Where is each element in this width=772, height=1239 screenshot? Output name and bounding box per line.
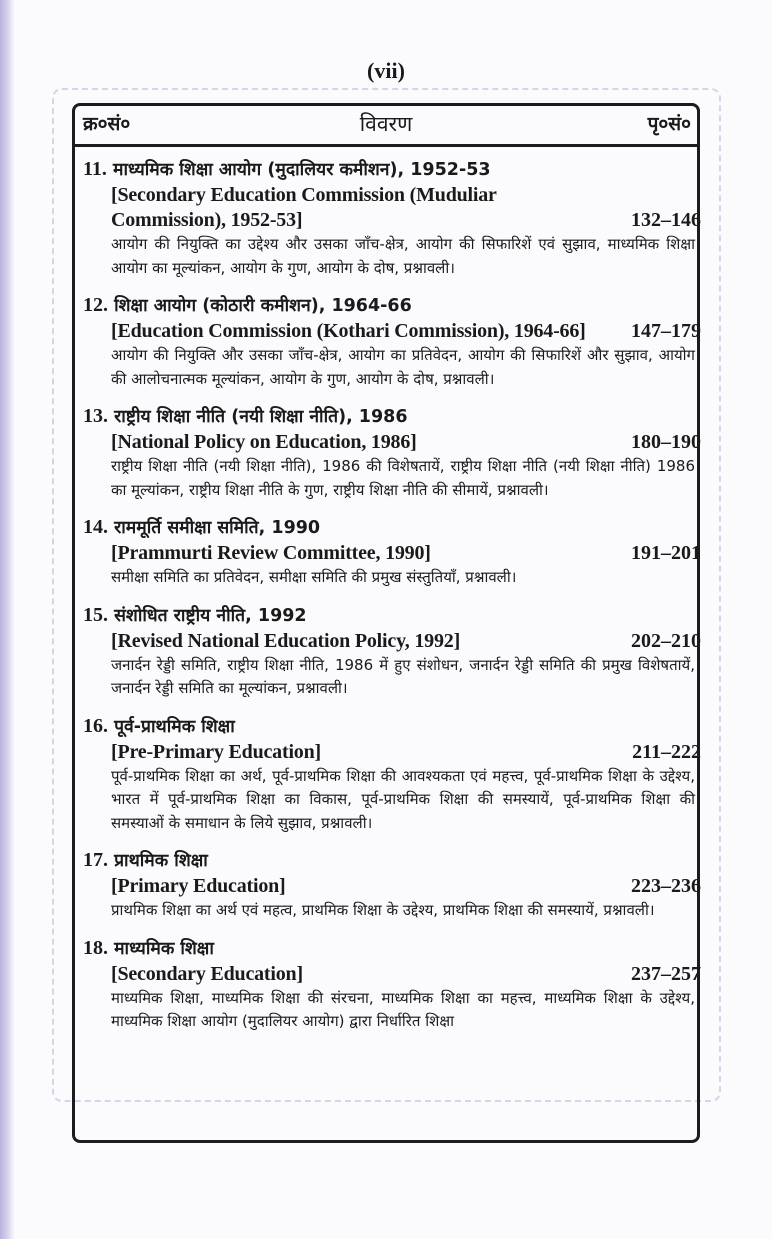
toc-entries (83, 156, 701, 1046)
entry-title-hindi: पूर्व-प्राथमिक शिक्षा (114, 716, 235, 737)
entry-english-row (83, 962, 701, 987)
entry-title (83, 514, 701, 541)
entry-page-range: 147–179 (631, 320, 701, 342)
entry-page-range: 211–222 (632, 740, 701, 763)
entry-title (83, 602, 701, 629)
page-number: (vii) (367, 58, 405, 83)
entry-english-row (83, 629, 701, 654)
entry-title-english: [Pre-Primary Education] (111, 740, 321, 763)
entry-title-hindi: माध्यमिक शिक्षा आयोग (मुदालियर कमीशन), 1952-53 (113, 160, 491, 180)
entry-title (83, 156, 701, 183)
entry-description: आयोग की नियुक्ति और उसका जाँच-क्षेत्र, आयोग का प्रतिवेदन, आयोग की सिफारिशें और सुझाव, आयोग की आलोचनात्मक मूल्यांकन, आयोग के गुण, आयोग के दोष, प्रश्नावली। (111, 346, 695, 388)
entry-description: समीक्षा समिति का प्रतिवेदन, समीक्षा समिति की प्रमुख संस्तुतियाँ, प्रश्नावली। (111, 568, 517, 586)
entry-page-range: 237–257 (631, 962, 701, 985)
entry-title (83, 292, 701, 319)
entry-number: 13. (83, 405, 108, 427)
entry-title (83, 847, 701, 874)
entry-title-english: [Education Commission (Kothari Commission), 1964-66] (111, 320, 586, 342)
entry-title-hindi: प्राथमिक शिक्षा (114, 851, 208, 871)
toc-entry (83, 847, 701, 923)
toc-entry (83, 292, 701, 391)
entry-english-row (83, 874, 701, 899)
entry-description: आयोग की नियुक्ति का उद्देश्य और उसका जाँच-क्षेत्र, आयोग की सिफारिशें एवं सुझाव, माध्यमिक शिक्षा आयोग का मूल्यांकन, आयोग के गुण, आयोग के दोष, प्रश्नावली। (111, 235, 695, 277)
entry-page-range: 132–146 (631, 209, 701, 231)
entry-number: 12. (83, 294, 108, 316)
entry-number: 17. (83, 849, 108, 871)
entry-title (83, 713, 701, 740)
entry-page-range: 191–201 (631, 542, 701, 564)
entry-title (83, 403, 701, 430)
toc-entry (83, 602, 701, 701)
table-of-contents (72, 103, 700, 1143)
entry-number: 15. (83, 603, 108, 626)
entry-title-english: [Secondary Education] (111, 962, 303, 985)
entry-title-english: [National Policy on Education, 1986] (111, 431, 417, 453)
entry-title-english: [Revised National Education Policy, 1992] (111, 629, 461, 652)
entry-title-hindi: शिक्षा आयोग (कोठारी कमीशन), 1964-66 (114, 296, 412, 316)
header-description: विवरण (359, 112, 413, 136)
entry-title-english: [Primary Education] (111, 875, 286, 897)
entry-page-range: 180–190 (631, 431, 701, 453)
entry-title-hindi: राष्ट्रीय शिक्षा नीति (नयी शिक्षा नीति), 1986 (114, 407, 408, 427)
entry-description: जनार्दन रेड्डी समिति, राष्ट्रीय शिक्षा नीति, 1986 में हुए संशोधन, जनार्दन रेड्डी समिति की प्रमुख विशेषतायें, जनार्दन रेड्डी समिति का मूल्यांकन, प्रश्नावली। (111, 655, 695, 697)
header-page-number: पृ०सं० (647, 113, 691, 135)
entry-description: राष्ट्रीय शिक्षा नीति (नयी शिक्षा नीति), 1986 की विशेषतायें, राष्ट्रीय शिक्षा नीति (नयी शिक्षा नीति) 1986 का मूल्यांकन, राष्ट्रीय शिक्षा नीति के गुण, राष्ट्रीय शिक्षा नीति की सीमायें, प्रश्नावली। (111, 457, 695, 499)
entry-description: माध्यमिक शिक्षा, माध्यमिक शिक्षा की संरचना, माध्यमिक शिक्षा का महत्त्व, माध्यमिक शिक्षा के उद्देश्य, माध्यमिक शिक्षा आयोग (मुदालियर आयोग) द्वारा निर्धारित शिक्षा (111, 988, 695, 1030)
entry-title-english: [Secondary Education Commission (Muduliar Commission), 1952-53] (111, 184, 497, 231)
entry-english-row (83, 740, 701, 765)
entry-page-range: 223–236 (631, 875, 701, 897)
entry-number: 14. (83, 516, 108, 538)
entry-title-english: [Prammurti Review Committee, 1990] (111, 542, 431, 564)
entry-number: 11. (83, 158, 107, 180)
toc-entry (83, 514, 701, 590)
toc-entry (83, 403, 701, 502)
entry-page-range: 202–210 (631, 629, 701, 652)
entry-english-row (83, 319, 701, 344)
entry-title (83, 935, 701, 962)
entry-number: 16. (83, 714, 108, 737)
entry-description: प्राथमिक शिक्षा का अर्थ एवं महत्व, प्राथमिक शिक्षा के उद्देश्य, प्राथमिक शिक्षा की समस्यायें, प्रश्नावली। (111, 901, 655, 919)
toc-entry (83, 156, 701, 280)
toc-header-row (75, 106, 697, 147)
entry-english-row (83, 430, 701, 455)
entry-english-row (83, 541, 701, 566)
page-edge-shadow (0, 0, 14, 1239)
entry-title-hindi: संशोधित राष्ट्रीय नीति, 1992 (114, 605, 307, 626)
toc-entry (83, 713, 701, 836)
header-serial-number: क्र०सं० (83, 113, 131, 135)
toc-entry (83, 935, 701, 1034)
entry-description: पूर्व-प्राथमिक शिक्षा का अर्थ, पूर्व-प्राथमिक शिक्षा की आवश्यकता एवं महत्त्व, पूर्व-प्राथमिक शिक्षा के उद्देश्य, भारत में पूर्व-प्राथमिक शिक्षा का विकास, पूर्व-प्राथमिक शिक्षा की समस्यायें, पूर्व-प्राथमिक शिक्षा की समस्याओं के समाधान के लिये सुझाव, प्रश्नावली। (111, 766, 695, 832)
entry-english-row (83, 183, 701, 233)
entry-title-hindi: माध्यमिक शिक्षा (114, 938, 214, 959)
entry-title-hindi: राममूर्ति समीक्षा समिति, 1990 (114, 518, 321, 538)
entry-number: 18. (83, 936, 108, 959)
